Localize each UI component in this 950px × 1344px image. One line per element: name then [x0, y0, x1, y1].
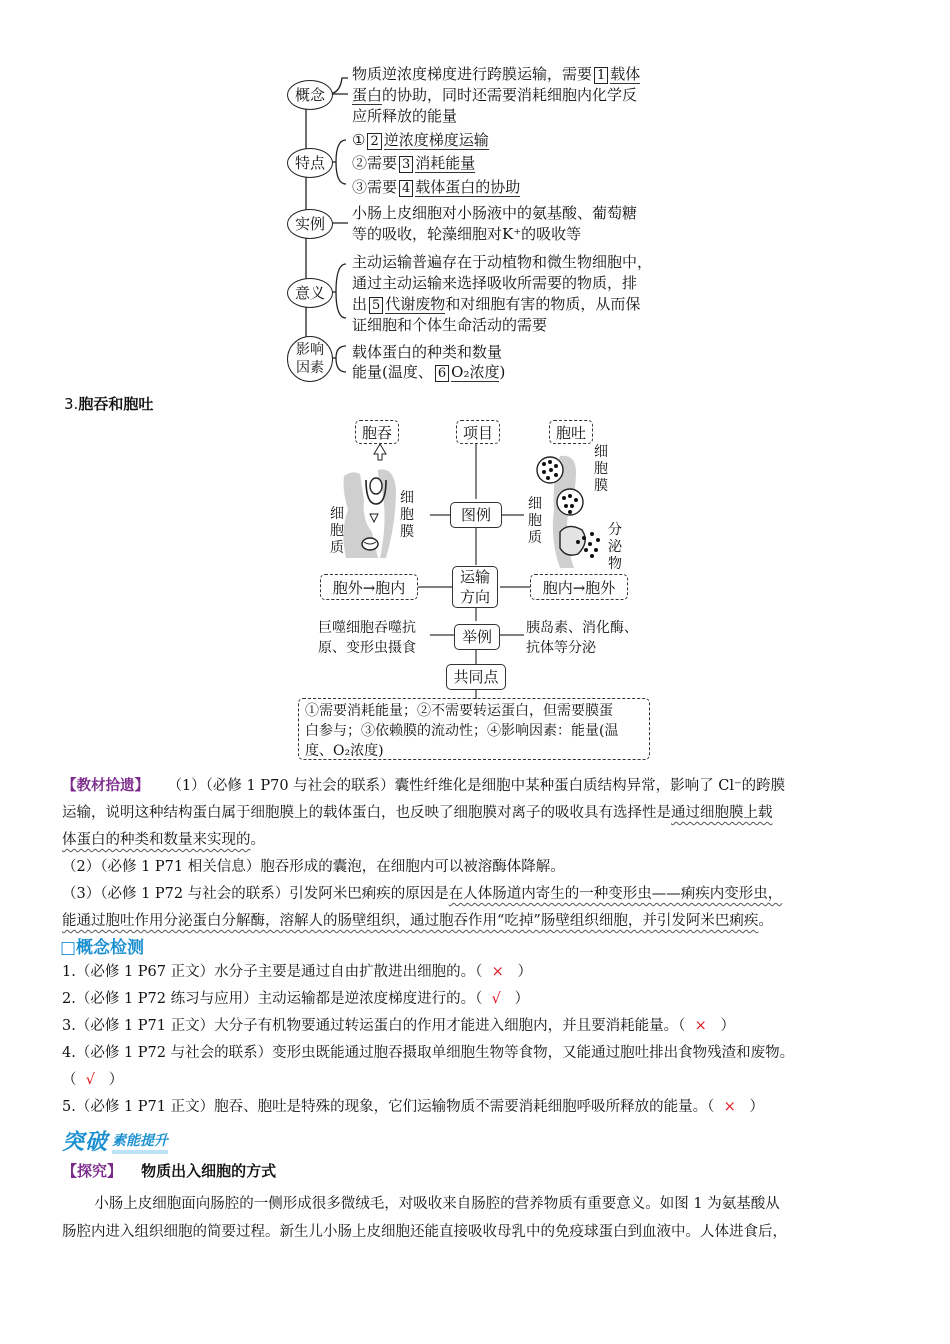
- concept-line-2: 蛋白的协助，同时还需要消耗细胞内化学反: [352, 86, 638, 104]
- common-box: ①需要消耗能量；②不需要转运蛋白，但需要膜蛋 白参与；③依赖膜的流动性；④影响因素：能量(温 度、O₂浓度): [298, 698, 650, 760]
- meaning-line-2: 通过主动运输来选择吸收所需要的物质，排: [352, 274, 638, 292]
- check-title: □概念检测: [60, 938, 145, 958]
- example-line-1: 小肠上皮细胞对小肠液中的氨基酸、葡萄糖: [352, 204, 638, 222]
- features-node: 特点: [287, 148, 333, 178]
- explore-para: 小肠上皮细胞面向肠腔的一侧形成很多微绒毛，对吸收来自肠腔的营养物质有重要意义。如图 1 为氨基酸从 肠腔内进入组织细胞的简要过程。新生儿小肠上皮细胞还能直接吸收母乳中的免疫球蛋白到血液中。人体进食后，: [62, 1196, 787, 1240]
- factors-node: 影响 因素: [287, 336, 333, 382]
- concept-line-3: 应所释放的能量: [352, 107, 458, 125]
- feature-3: ③需要 4 载体蛋白的协助: [352, 178, 521, 196]
- concept-node: 概念: [287, 80, 333, 110]
- direction-right: 胞内→胞外: [530, 574, 628, 600]
- check-q2: 2.（必修 1 P72 练习与应用）主动运输都是逆浓度梯度进行的。（ √ ）: [62, 991, 530, 1007]
- example-right: 胰岛素、消化酶、 抗体等分泌: [526, 620, 638, 656]
- meaning-line-1: 主动运输普遍存在于动植物和微生物细胞中，: [352, 253, 653, 271]
- factors-line-1: 载体蛋白的种类和数量: [352, 343, 503, 361]
- check-q1: 1.（必修 1 P67 正文）水分子主要是通过自由扩散进出细胞的。（ × ）: [62, 964, 533, 980]
- breakthrough-small: 素能提升: [112, 1130, 168, 1154]
- breakthrough-big: 突破: [62, 1130, 109, 1155]
- explore-heading: 【探究】 物质出入细胞的方式: [62, 1162, 277, 1180]
- feature-2: ②需要 3 消耗能量: [352, 154, 476, 172]
- item-label: 项目: [456, 420, 500, 444]
- direction-label: 运输 方向: [452, 566, 498, 608]
- membrane-right-label: 细胞膜: [594, 444, 608, 494]
- example-line-2: 等的吸收，轮藻细胞对K⁺的吸收等: [352, 225, 582, 243]
- cytoplasm-left-label: 细胞质: [330, 506, 344, 556]
- meaning-node: 意义: [287, 278, 333, 308]
- exocytosis-label: 胞吐: [549, 420, 593, 444]
- check-q3: 3.（必修 1 P71 正文）大分子有机物要通过转运蛋白的作用才能进入细胞内，并且要消耗能量。（ × ）: [62, 1018, 736, 1034]
- direction-left: 胞外→胞内: [320, 574, 418, 600]
- feature-1: ① 2 逆浓度梯度运输: [352, 131, 489, 149]
- concept-line-1: 物质逆浓度梯度进行跨膜运输，需要 1 载体: [352, 65, 641, 83]
- section-title: 3.胞吞和胞吐: [64, 395, 154, 413]
- example-left: 巨噬细胞吞噬抗 原、变形虫摄食: [318, 620, 416, 656]
- meaning-line-4: 证细胞和个体生命活动的需要: [352, 316, 548, 334]
- common-label: 共同点: [446, 664, 506, 690]
- example-node: 实例: [287, 209, 333, 239]
- meaning-line-3: 出 5 代谢废物和对细胞有害的物质，从而保: [352, 295, 641, 313]
- secretion-label: 分泌物: [608, 522, 622, 572]
- check-q5: 5.（必修 1 P71 正文）胞吞、胞吐是特殊的现象，它们运输物质不需要消耗细胞呼吸所释放的能量。（ × ）: [62, 1099, 765, 1115]
- endocytosis-illustration: [338, 440, 398, 560]
- check-q4: 4.（必修 1 P72 与社会的联系）变形虫既能通过胞吞摄取单细胞生物等食物，又能通过胞吐排出食物残渣和废物。: [62, 1045, 795, 1061]
- breakthrough-banner: [62, 1126, 168, 1156]
- check-q4-answer: （ √ ）: [62, 1072, 124, 1088]
- figure-label: 图例: [450, 502, 502, 528]
- endocytosis-label: 胞吞: [355, 420, 399, 444]
- example-label: 举例: [454, 624, 500, 650]
- cytoplasm-right-label: 细胞质: [528, 496, 542, 546]
- textbook-para-1: 【教材拾遗】 （1）（必修 1 P70 与社会的联系）囊性纤维化是细胞中某种蛋白质结构异常，影响了 Cl⁻的跨膜 运输，说明这种结构蛋白属于细胞膜上的载体蛋白，也反映了细胞膜对离子的吸收具有选择性是通过细胞膜上载 体蛋白的种类和数量来实现的。 （2）（必修 1 P71 相关信息）胞吞形成的囊泡，在细胞内可以被溶酶体降解。 （3）（必修 1 P72 与社会的联系）引发阿米巴痢疾的原因是在人体肠道内寄生的一种变形虫——痢疾内变形虫， 能通过胞吐作用分泌蛋白分解酶，溶解人的肠壁组织，通过胞吞作用“吃掉”肠壁组织细胞，并引发阿米巴痢疾。: [62, 777, 786, 929]
- factors-line-2: 能量(温度、 6 O₂浓度): [352, 363, 506, 381]
- membrane-left-label: 细胞膜: [400, 490, 414, 540]
